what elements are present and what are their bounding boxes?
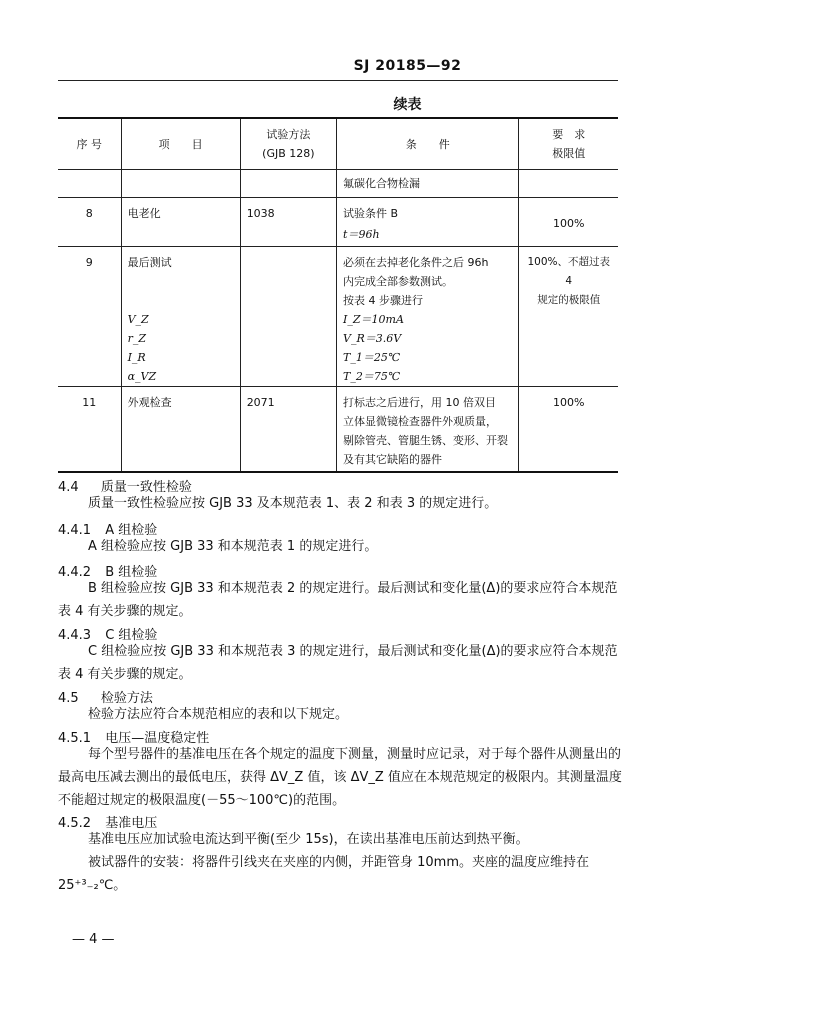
row-condition [337,198,519,247]
section-title: A 组检验 [105,523,158,538]
row-item [121,170,240,198]
requirement-value: 100%、不超过表 4 规定的极限值 [527,256,610,306]
col-header-condition: 条 件 [337,118,519,170]
section-title: 检验方法 [100,691,153,706]
section-title: C 组检验 [105,628,158,643]
condition-line: 打标志之后进行，用 10 倍双目 [343,396,497,409]
table-header-row [58,118,618,170]
item-spacer [128,272,234,291]
param-ir: I_R [127,351,146,364]
row-condition [337,170,519,198]
row-number: 9 [85,256,93,269]
section-paragraph: 质量一致性检验应按 GJB 33 及本规范表 1、表 2 和表 3 的规定进行。 [88,496,498,511]
condition-line: 内完成全部参数测试。 [343,275,454,288]
col-header-method-text: 试验方法 (GJB 128) [262,128,315,160]
row-method [240,387,336,473]
section-title: 基准电压 [105,816,158,831]
col-header-requirement [519,118,618,170]
row-no [58,198,121,247]
page-number: — 4 — [72,932,115,947]
condition-line: 立体显微镜检查器件外观质量， [343,415,498,428]
condition-line: 按表 4 步骤进行 [343,294,424,307]
row-condition [337,247,519,387]
table-row [58,198,618,247]
param-rz: r_Z [127,332,146,345]
table-row [58,247,618,387]
item-label: 最后测试 [127,256,172,269]
section-number: 4.5 [58,691,79,706]
row-requirement [519,387,618,473]
section-paragraph: B 组检验应按 GJB 33 和本规范表 2 的规定进行。最后测试和变化量(Δ)的要求应符合本规范表 4 有关步骤的规定。 [58,581,618,619]
method-code: 1038 [246,207,275,220]
row-no [58,387,121,473]
row-item [121,247,240,387]
section-title: B 组检验 [105,565,158,580]
row-method [240,198,336,247]
condition-line: 剔除管壳、管腿生锈、变形、开裂 [343,434,509,447]
condition-line: T_2＝75℃ [343,370,401,383]
condition-line: I_Z＝10mA [343,313,404,326]
row-number: 8 [85,207,93,220]
section-paragraph: C 组检验应按 GJB 33 和本规范表 3 的规定进行，最后测试和变化量(Δ)的要求应符合本规范表 4 有关步骤的规定。 [58,644,618,682]
section-number: 4.5.2 [58,816,92,831]
section-paragraph: 检验方法应符合本规范相应的表和以下规定。 [88,707,349,722]
row-no [58,247,121,387]
section-number: 4.4 [58,480,79,495]
row-method [240,170,336,198]
col-header-requirement-text: 要 求 极限值 [552,128,586,160]
document-number: SJ 20185—92 [353,58,462,74]
section-number: 4.4.2 [58,565,92,580]
col-header-item: 项 目 [121,118,240,170]
table-row [58,170,618,198]
section-title: 电压—温度稳定性 [105,731,210,746]
condition-line: 必须在去掉老化条件之后 96h [343,256,489,269]
condition-line: 试验条件 B [343,207,399,220]
item-label: 外观检查 [127,396,172,409]
section-number: 4.5.1 [58,731,92,746]
section-paragraph: 基准电压应加试验电流达到平衡(至少 15s)，在读出基准电压前达到热平衡。 [88,832,529,847]
param-vz: V_Z [127,313,149,326]
header-rule [58,80,618,81]
requirement-value: 100% [553,217,585,230]
row-number: 11 [82,396,97,409]
section-number: 4.4.3 [58,628,92,643]
section-number: 4.4.1 [58,523,92,538]
row-requirement [519,198,618,247]
section-title: 质量一致性检验 [100,480,192,495]
row-item [121,198,240,247]
condition-line: V_R＝3.6V [343,332,402,345]
row-requirement [519,247,618,387]
section-paragraph: 每个型号器件的基准电压在各个规定的温度下测量，测量时应记录，对于每个器件从测量出的最高电压减去测出的最低电压，获得 ΔV_Z 值，该 ΔV_Z 值应在本规范规定的极限内。其测量温度不能超过规定的极限温度(－55～100℃)的范围。 [58,747,622,808]
section-paragraph: 被试器件的安装：将器件引线夹在夹座的内侧，并距管身 10mm。夹座的温度应维持在 25⁺³₋₂℃。 [58,855,590,893]
row-method [240,247,336,387]
col-header-method [240,118,336,170]
param-avz: α_VZ [127,370,157,383]
continuation-table [58,117,618,473]
condition-line: 氟碳化合物检漏 [343,177,421,190]
table-caption: 续表 [393,97,422,113]
item-label: 电老化 [127,207,161,220]
condition-line: 及有其它缺陷的器件 [343,453,443,466]
method-code: 2071 [246,396,275,409]
row-requirement [519,170,618,198]
row-no [58,170,121,198]
section-paragraph: A 组检验应按 GJB 33 和本规范表 1 的规定进行。 [88,539,378,554]
condition-line: T_1＝25℃ [343,351,401,364]
table-row [58,387,618,473]
col-header-no: 序 号 [58,118,121,170]
requirement-value: 100% [553,396,585,409]
row-condition [337,387,519,473]
item-spacer [128,291,234,310]
row-item [121,387,240,473]
condition-line: t＝96h [343,228,380,241]
